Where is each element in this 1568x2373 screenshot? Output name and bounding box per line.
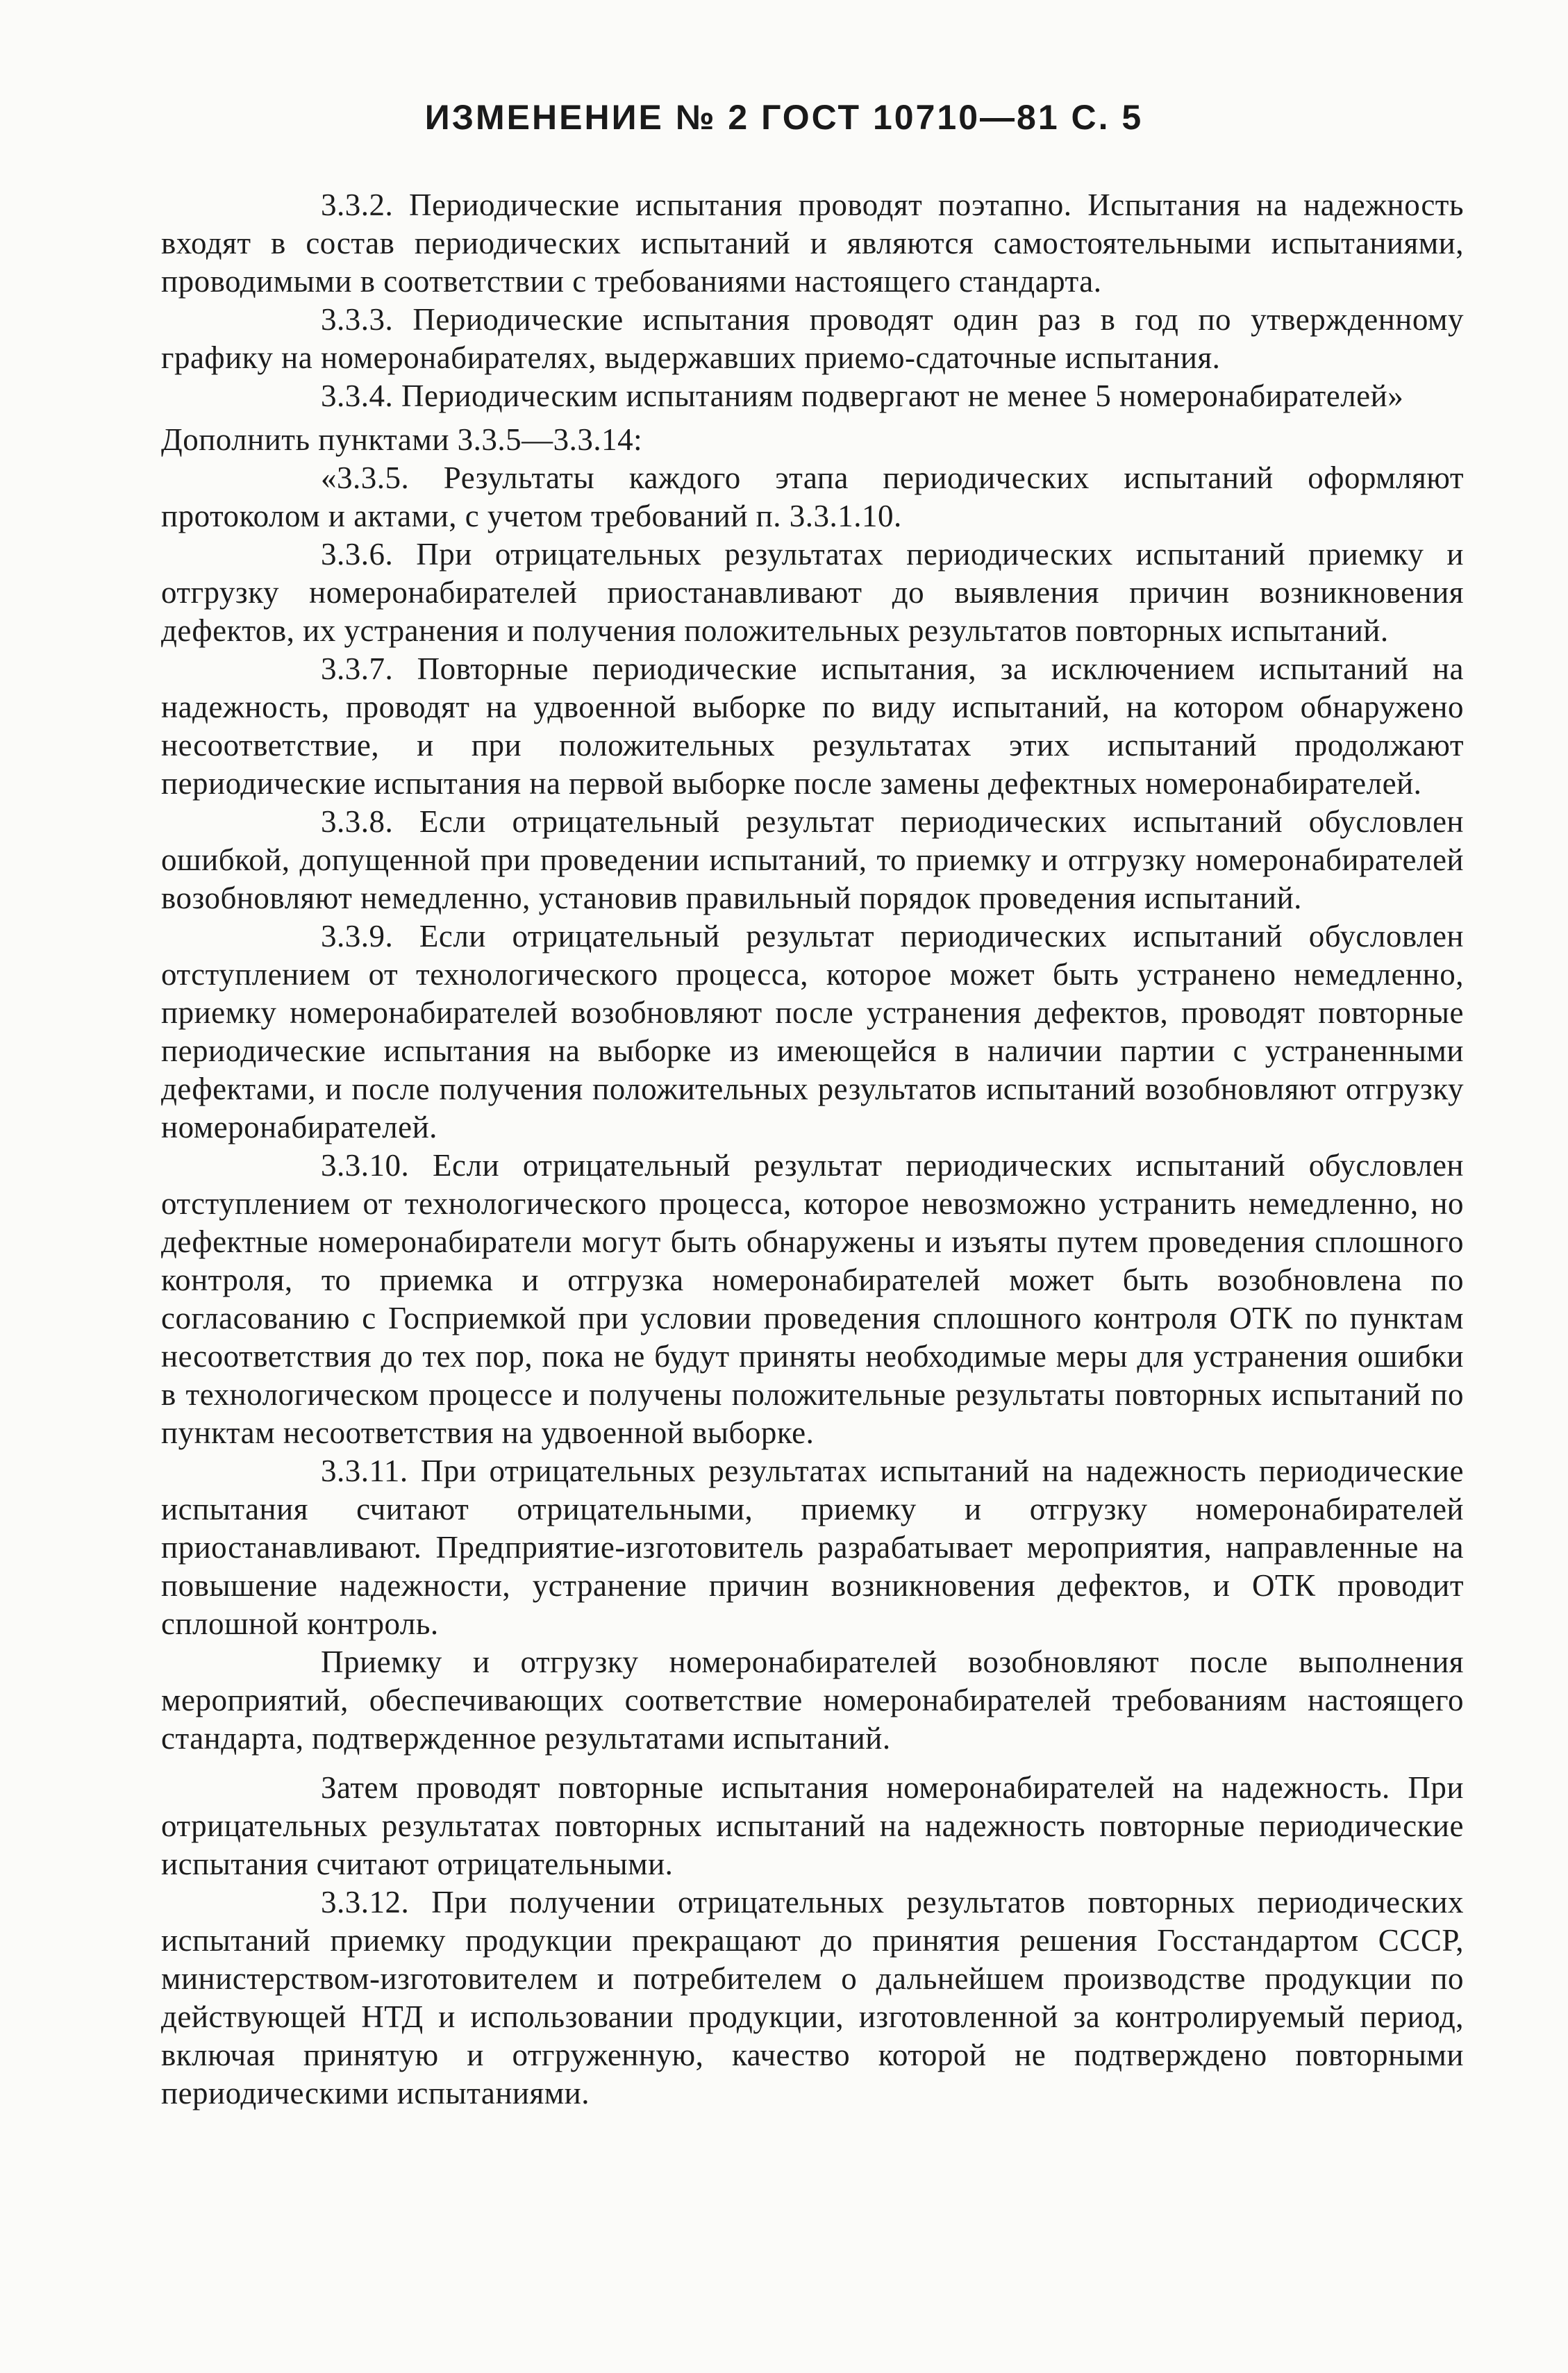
paragraph-3-3-4: 3.3.4. Периодическим испытаниям подвергают не менее 5 номеронабирателей» [321,378,1404,413]
paragraph-3-3-5: «3.3.5. Результаты каждого этапа периодических испытаний оформляют протоколом и актами, с учетом требований п. 3.3.1.10. [161,460,1464,533]
paragraph-3-3-11: 3.3.11. При отрицательных результатах испытаний на надежность периодические испытания считают отрицательными, приемку и отгрузку номеронабирателей приостанавливают. Предприятие-изготовитель разрабатывает мероприятия, направленные на повышение надежности, устранение причин возникновения дефектов, и ОТК проводит сплошной контроль. [161,1454,1464,1641]
document-body [161,186,1464,2113]
paragraph-3-3-9: 3.3.9. Если отрицательный результат периодических испытаний обусловлен отступлением от технологического процесса, которое может быть устранено немедленно, приемку номеронабирателей возобновляют после устранения дефектов, проводят повторные периодические испытания на выборке из имеющейся в наличии партии с устраненными дефектами, и после получения положительных результатов испытаний возобновляют отгрузку номеронабирателей. [161,919,1464,1144]
paragraph-3-3-11-retest: Затем проводят повторные испытания номеронабирателей на надежность. При отрицательных результатах повторных испытаний на надежность повторные периодические испытания считают отрицательными. [161,1770,1464,1881]
paragraph-3-3-12: 3.3.12. При получении отрицательных результатов повторных периодических испытаний приемку продукции прекращают до принятия решения Госстандартом СССР, министерством-изготовителем и потребителем о дальнейшем производстве продукции по действующей НТД и использовании продукции, изготовленной за контролируемый период, включая принятую и отгруженную, качество которой не подтверждено повторными периодическими испытаниями. [161,1885,1464,2110]
paragraph-3-3-11-resume: Приемку и отгрузку номеронабирателей возобновляют после выполнения мероприятий, обеспечивающих соответствие номеронабирателей требованиям настоящего стандарта, подтвержденное результатами испытаний. [161,1645,1464,1756]
paragraph-3-3-2: 3.3.2. Периодические испытания проводят поэтапно. Испытания на надежность входят в состав периодических испытаний и являются самостоятельными испытаниями, проводимыми в соответствии с требованиями настоящего стандарта. [161,188,1464,299]
paragraph-3-3-3: 3.3.3. Периодические испытания проводят один раз в год по утвержденному графику на номеронабирателях, выдержавших приемо-сдаточные испытания. [161,302,1464,375]
paragraph-3-3-7: 3.3.7. Повторные периодические испытания, за исключением испытаний на надежность, проводят на удвоенной выборке по виду испытаний, на котором обнаружено несоответствие, и при положительных результатах этих испытаний продолжают периодические испытания на первой выборке после замены дефектных номеронабирателей. [161,651,1464,801]
paragraph-3-3-6: 3.3.6. При отрицательных результатах периодических испытаний приемку и отгрузку номеронабирателей приостанавливают до выявления причин возникновения дефектов, их устранения и получения положительных результатов повторных испытаний. [161,537,1464,648]
paragraph-amendment-note: Дополнить пунктами 3.3.5—3.3.14: [161,422,643,457]
page-header: ИЗМЕНЕНИЕ № 2 ГОСТ 10710—81 С. 5 [424,98,1144,137]
paragraph-3-3-10: 3.3.10. Если отрицательный результат периодических испытаний обусловлен отступлением от технологического процесса, которое невозможно устранить немедленно, но дефектные номеронабиратели могут быть обнаружены и изъяты путем проведения сплошного контроля, то приемка и отгрузка номеронабирателей может быть возобновлена по согласованию с Госприемкой при условии проведения сплошного контроля ОТК по пунктам несоответствия до тех пор, пока не будут приняты необходимые меры для устранения ошибки в технологическом процессе и получены положительные результаты повторных испытаний по пунктам несоответствия на удвоенной выборке. [161,1148,1464,1450]
paragraph-3-3-8: 3.3.8. Если отрицательный результат периодических испытаний обусловлен ошибкой, допущенной при проведении испытаний, то приемку и отгрузку номеронабирателей возобновляют немедленно, установив правильный порядок проведения испытаний. [161,804,1464,915]
